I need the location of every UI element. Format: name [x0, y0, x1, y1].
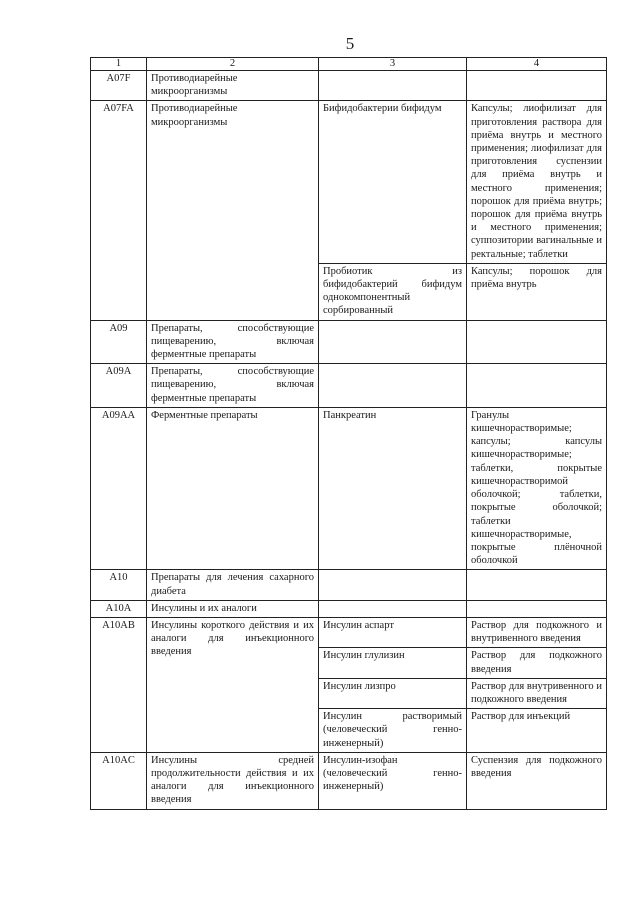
substance-name: Инсулин лизпро	[319, 678, 467, 708]
group-name: Препараты, способствующие пищеварению, включая ферментные препараты	[147, 320, 319, 364]
group-name: Инсулины средней продолжительности действия и их аналоги для инъекционного введения	[147, 752, 319, 809]
table-row	[91, 617, 607, 647]
atc-code: A09A	[91, 364, 147, 408]
substance-name: Инсулин растворимый (человеческий генно-инженерный)	[319, 709, 467, 753]
substance-name	[319, 71, 467, 101]
dosage-forms	[467, 600, 607, 617]
atc-code: A10AC	[91, 752, 147, 809]
table-row	[91, 71, 607, 101]
table-row	[91, 364, 607, 408]
substance-name	[319, 320, 467, 364]
substance-name: Бифидобактерии бифидум	[319, 101, 467, 263]
group-name: Ферментные препараты	[147, 407, 319, 569]
dosage-forms	[467, 320, 607, 364]
dosage-forms: Суспензия для подкожного введения	[467, 752, 607, 809]
substance-name: Инсулин-изофан (человеческий генно-инженерный)	[319, 752, 467, 809]
table-row	[91, 600, 607, 617]
group-name: Препараты, способствующие пищеварению, включая ферментные препараты	[147, 364, 319, 408]
dosage-forms: Раствор для подкожного и внутривенного введения	[467, 617, 607, 647]
group-name: Инсулины короткого действия и их аналоги для инъекционного введения	[147, 617, 319, 752]
atc-code: A09	[91, 320, 147, 364]
group-name: Препараты для лечения сахарного диабета	[147, 570, 319, 600]
atc-code: A09AA	[91, 407, 147, 569]
table-row	[91, 407, 607, 569]
column-header-1: 1	[91, 58, 147, 71]
column-header-2: 2	[147, 58, 319, 71]
atc-code: A10AB	[91, 617, 147, 752]
dosage-forms	[467, 364, 607, 408]
substance-name: Пробиотик из бифидобактерий бифидум однокомпонентный сорбированный	[319, 263, 467, 320]
dosage-forms: Раствор для внутривенного и подкожного введения	[467, 678, 607, 708]
atc-code: A10A	[91, 600, 147, 617]
dosage-forms	[467, 570, 607, 600]
substance-name: Инсулин глулизин	[319, 648, 467, 678]
substance-name	[319, 570, 467, 600]
table-row	[91, 320, 607, 364]
atc-code: A10	[91, 570, 147, 600]
dosage-forms	[467, 71, 607, 101]
column-header-3: 3	[319, 58, 467, 71]
atc-code: A07F	[91, 71, 147, 101]
page-number: 5	[345, 34, 355, 53]
drug-classification-table	[90, 57, 607, 810]
substance-name: Панкреатин	[319, 407, 467, 569]
dosage-forms: Капсулы; порошок для приёма внутрь	[467, 263, 607, 320]
table-row	[91, 570, 607, 600]
dosage-forms: Раствор для подкожного введения	[467, 648, 607, 678]
substance-name: Инсулин аспарт	[319, 617, 467, 647]
header-row	[91, 58, 607, 71]
dosage-forms: Гранулы кишечнорастворимые; капсулы; капсулы кишечнорастворимые; таблетки, покрытые кишечнорастворимой оболочкой; таблетки, покрытые оболочкой; таблетки кишечнорастворимые, покрытые плёночной оболочкой	[467, 407, 607, 569]
table-row	[91, 101, 607, 263]
atc-code: A07FA	[91, 101, 147, 320]
dosage-forms: Капсулы; лиофилизат для приготовления раствора для приёма внутрь и местного применения; лиофилизат для приготовления суспензии для приёма внутрь и местного применения; порошок для приёма внутрь; порошок для приёма внутрь и местного применения; суппозитории вагинальные и ректальные; таблетки	[467, 101, 607, 263]
substance-name	[319, 364, 467, 408]
column-header-4: 4	[467, 58, 607, 71]
substance-name	[319, 600, 467, 617]
group-name: Противодиарейные микроорганизмы	[147, 71, 319, 101]
dosage-forms: Раствор для инъекций	[467, 709, 607, 753]
group-name: Противодиарейные микроорганизмы	[147, 101, 319, 320]
table-row	[91, 752, 607, 809]
group-name: Инсулины и их аналоги	[147, 600, 319, 617]
